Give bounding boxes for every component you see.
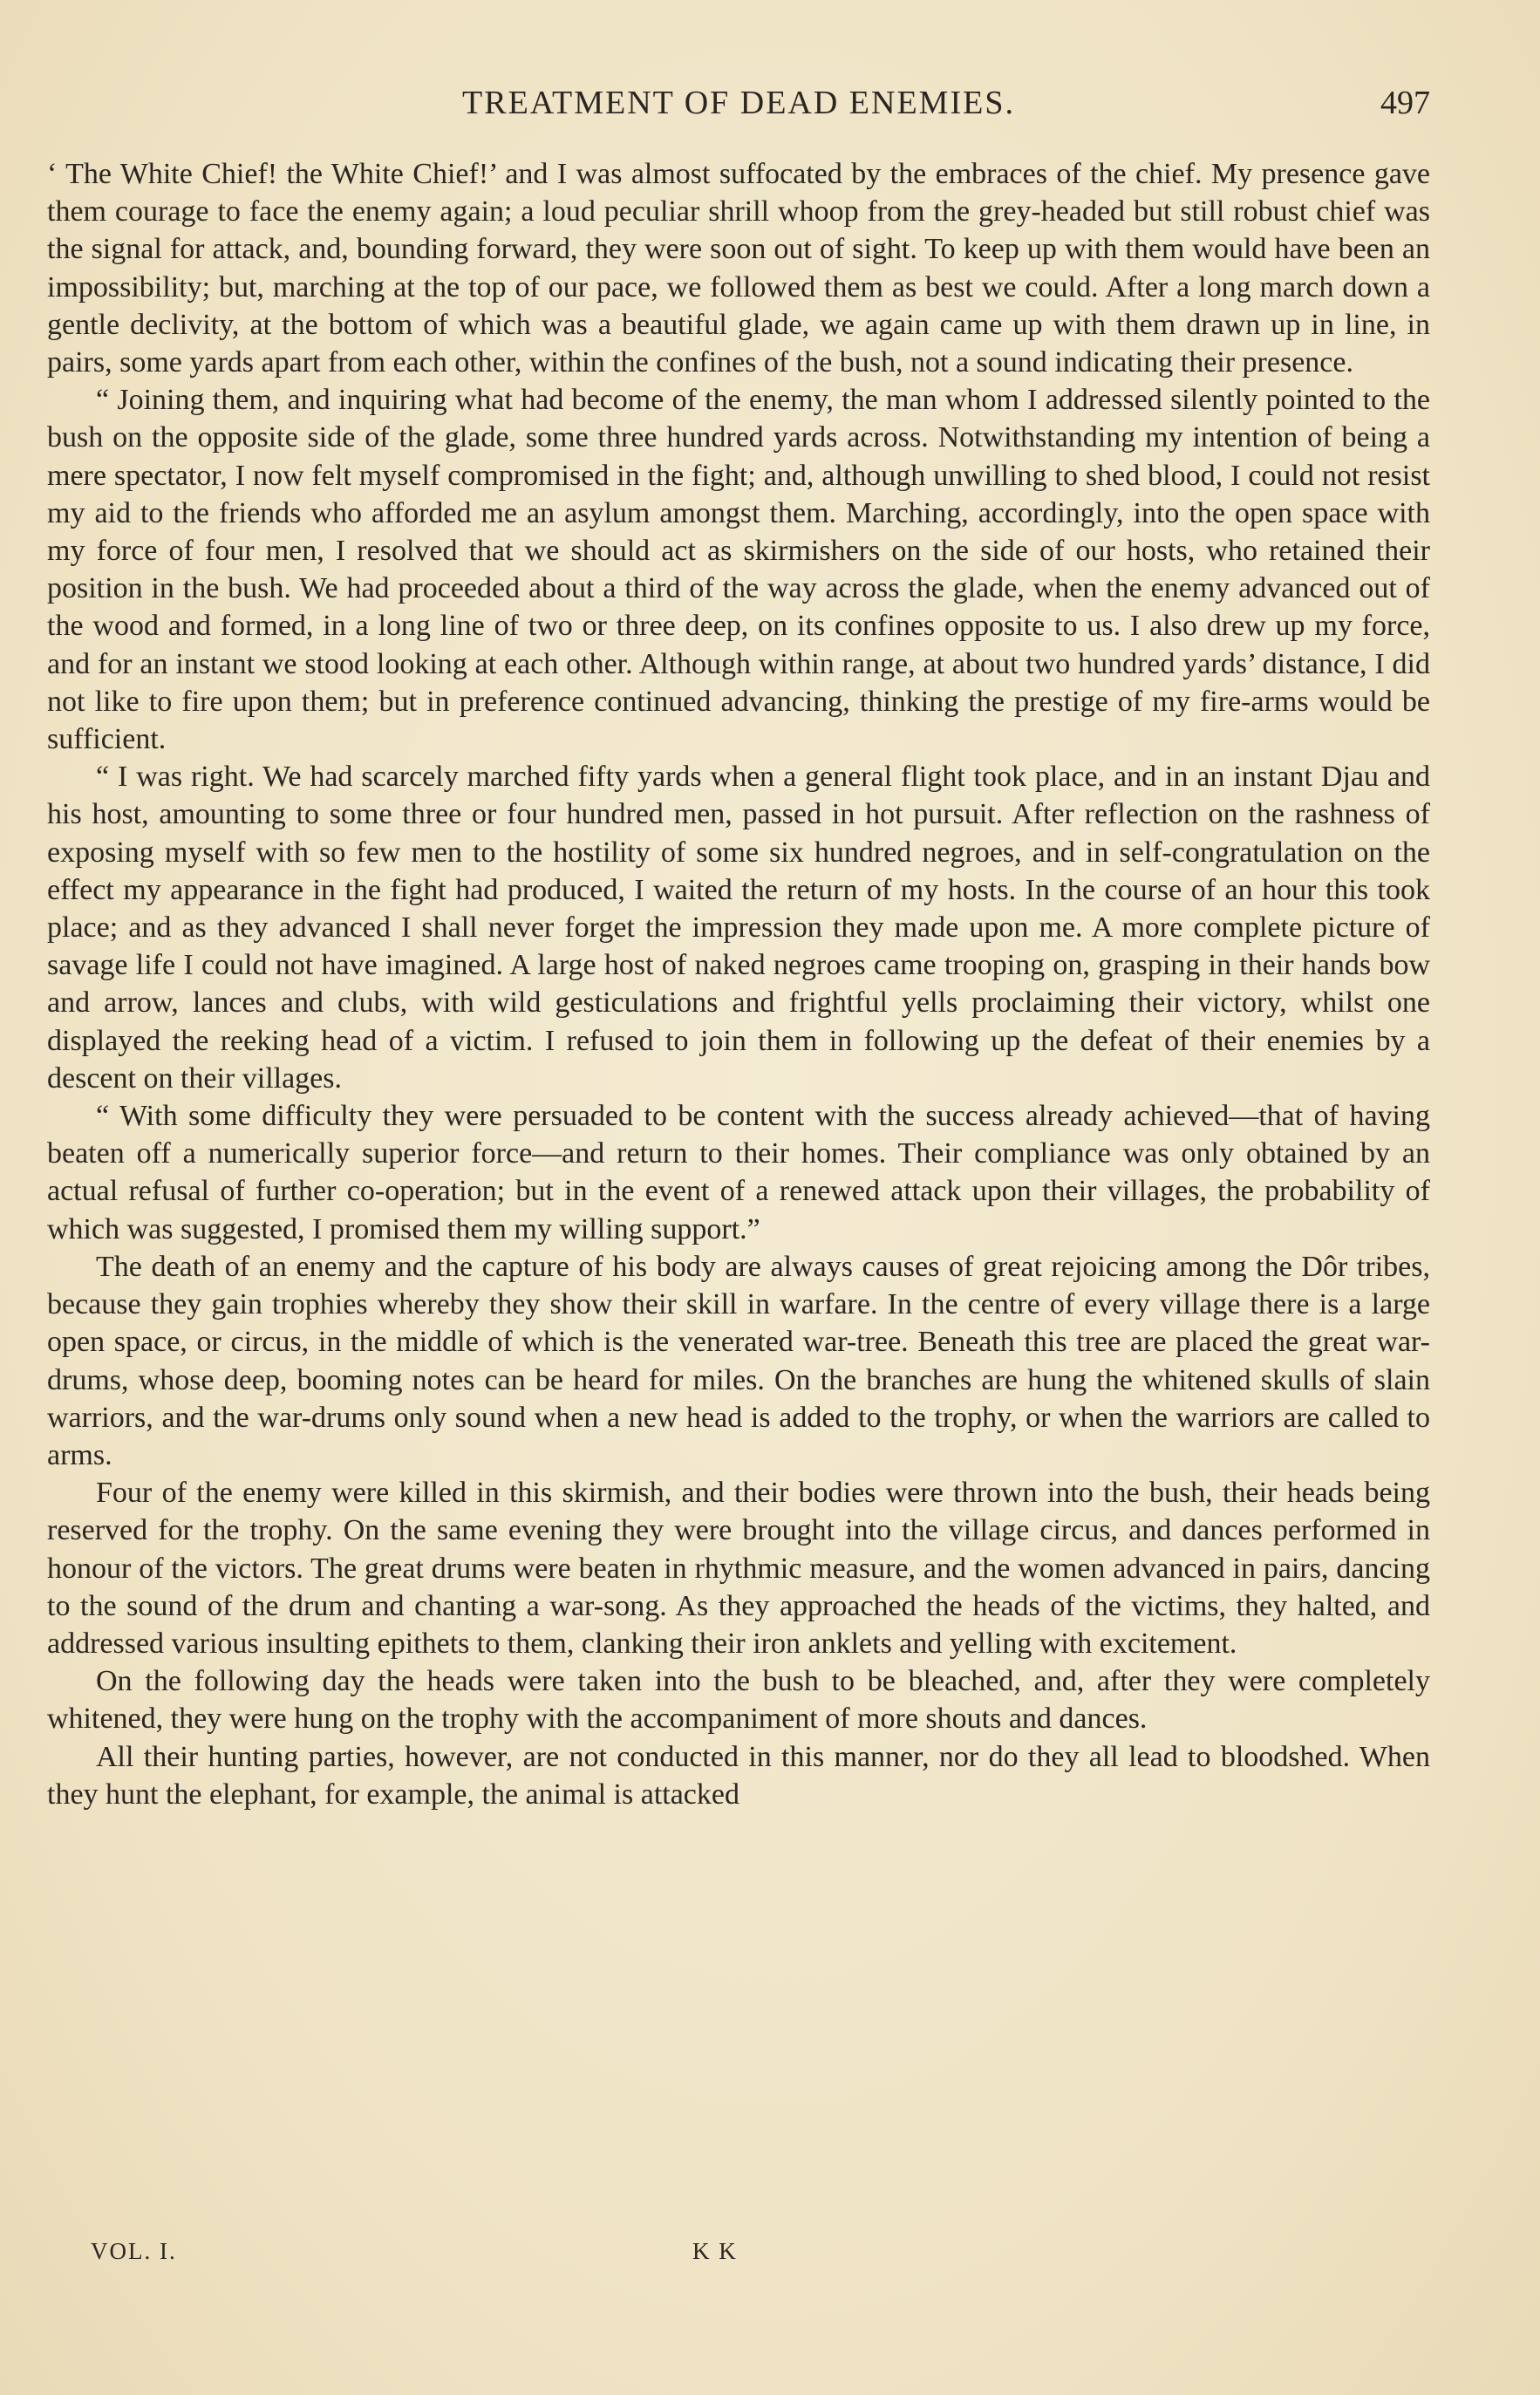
volume-mark: VOL. I. [91,2238,177,2264]
paragraph-7: On the following day the heads were taken into the bush to be bleached, and, after they were completely whitened, they were hung on the trophy with the accompaniment of more shouts and dances. [47,1665,1430,1736]
paragraph-4: “ With some difficulty they were persuaded to be content with the success already achieved—that of having beaten off a numerically superior force—and return to their homes. Their compliance was only obtained by an actual refusal of further co-operation; but in the event of a renewed attack upon their villages, the probability of which was suggested, I promised them my willing support.” [47,1100,1430,1245]
signature-mark: K K [692,2238,738,2264]
page-footer [47,2238,1430,2273]
paragraph-8: All their hunting parties, however, are not conducted in this manner, nor do they all lead to bloodshed. When they hunt the elephant, for example, the animal is attacked [47,1740,1430,1811]
page-number: 497 [1380,85,1430,121]
paragraph-5: The death of an enemy and the capture of his body are always causes of great rejoicing among the Dôr tribes, because they gain trophies whereby they show their skill in warfare. In the centre of every village there is a large open space, or circus, in the middle of which is the venerated war-tree. Beneath this tree are placed the great war-drums, whose deep, booming notes can be heard for miles. On the branches are hung the whitened skulls of slain warriors, and the war-drums only sound when a new head is added to the trophy, or when the warriors are called to arms. [47,1250,1430,1471]
paragraph-3: “ I was right. We had scarcely marched fifty yards when a general flight took place, and in an instant Djau and his host, amounting to some three or four hundred men, passed in hot pursuit. After reflection on the rashness of exposing myself with so few men to the hostility of some six hundred negroes, and in self-congratulation on the effect my appearance in the fight had produced, I waited the return of my hosts. In the course of an hour this took place; and as they advanced I shall never forget the impression they made upon me. A more complete picture of savage life I could not have imagined. A large host of naked negroes came trooping on, grasping in their hands bow and arrow, lances and clubs, with wild gesticulations and frightful yells proclaiming their victory, whilst one displayed the reeking head of a victim. I refused to join them in following up the defeat of their enemies by a descent on their villages. [47,761,1430,1095]
running-head: TREATMENT OF DEAD ENEMIES. [462,85,1015,121]
paragraph-1: ‘ The White Chief! the White Chief!’ and I was almost suffocated by the embraces of the chief. My presence gave them courage to face the enemy again; a loud peculiar shrill whoop from the grey-headed but still robust chief was the signal for attack, and, bounding forward, they were soon out of sight. To keep up with them would have been an impossibility; but, marching at the top of our pace, we followed them as best we could. After a long march down a gentle declivity, at the bottom of which was a beautiful glade, we again came up with them drawn up in line, in pairs, some yards apart from each other, within the confines of the bush, not a sound indicating their presence. [47,158,1430,379]
page-header [47,80,1430,126]
body-text [47,155,1430,1813]
paragraph-6: Four of the enemy were killed in this skirmish, and their bodies were thrown into the bush, their heads being reserved for the trophy. On the same evening they were brought into the village circus, and dances performed in honour of the victors. The great drums were beaten in rhythmic measure, and the women advanced in pairs, dancing to the sound of the drum and chanting a war-song. As they approached the heads of the victims, they halted, and addressed various insulting epithets to them, clanking their iron anklets and yelling with excitement. [47,1477,1430,1660]
paragraph-2: “ Joining them, and inquiring what had become of the enemy, the man whom I addressed silently pointed to the bush on the opposite side of the glade, some three hundred yards across. Notwithstanding my intention of being a mere spectator, I now felt myself compromised in the fight; and, although unwilling to shed blood, I could not resist my aid to the friends who afforded me an asylum amongst them. Marching, accordingly, into the open space with my force of four men, I resolved that we should act as skirmishers on the side of our hosts, who retained their position in the bush. We had proceeded about a third of the way across the glade, when the enemy advanced out of the wood and formed, in a long line of two or three deep, on its confines opposite to us. I also drew up my force, and for an instant we stood looking at each other. Although within range, at about two hundred yards’ distance, I did not like to fire upon them; but in preference continued advancing, thinking the prestige of my fire-arms would be sufficient. [47,384,1430,756]
